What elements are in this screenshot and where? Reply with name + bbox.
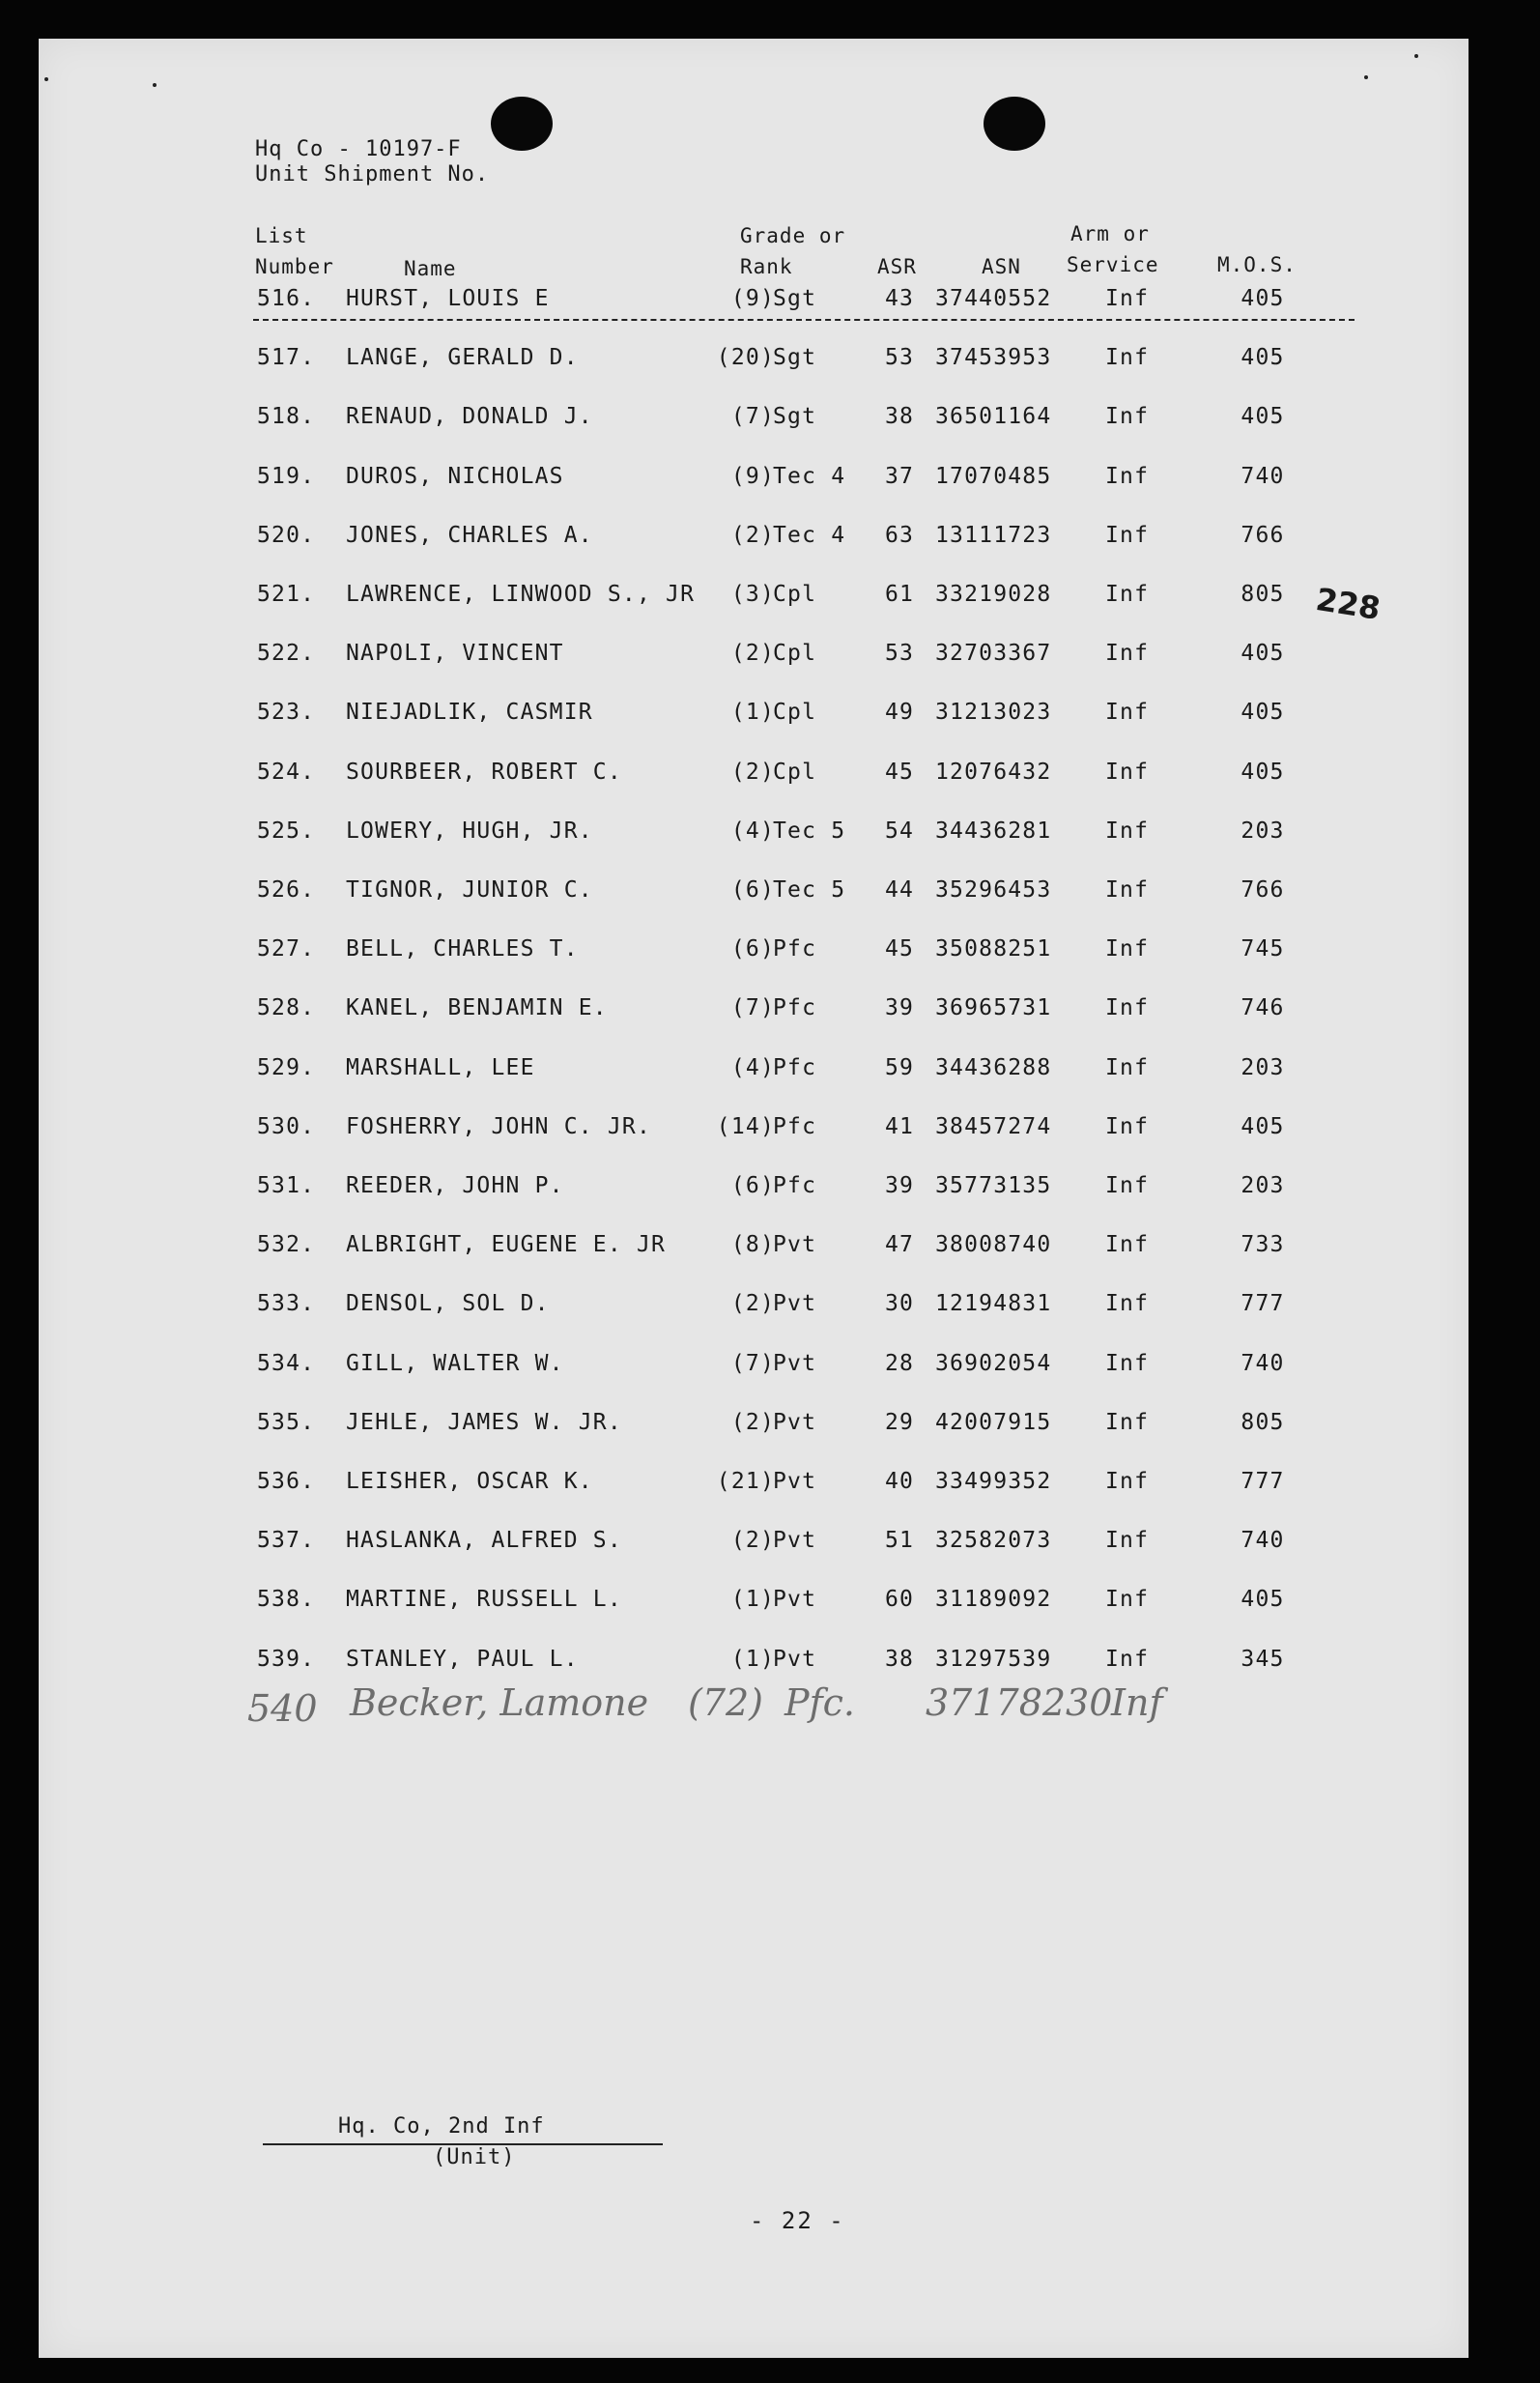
col-mos: M.O.S. xyxy=(1217,253,1297,276)
row-code: (2) xyxy=(730,641,775,667)
row-arm: Inf xyxy=(1105,1350,1150,1376)
table-row xyxy=(39,1647,1469,1685)
row-asr: 29 xyxy=(884,1409,915,1435)
row-code: (6) xyxy=(730,936,775,962)
col-grade-line2: Rank xyxy=(740,255,793,278)
row-grade: Pfc xyxy=(773,1113,817,1139)
row-grade: Tec 5 xyxy=(773,877,846,903)
row-grade: Pvt xyxy=(773,1291,817,1317)
row-code: (6) xyxy=(730,1173,775,1198)
col-arm-line2: Service xyxy=(1067,253,1159,276)
row-num: 537. xyxy=(257,1528,316,1554)
row-grade: Pvt xyxy=(773,1409,817,1435)
row-name: LAWRENCE, LINWOOD S., JR xyxy=(346,582,696,607)
row-asr: 37 xyxy=(884,463,915,489)
row-grade: Pvt xyxy=(773,1646,817,1672)
row-num: 517. xyxy=(257,345,316,371)
row-name: RENAUD, DONALD J. xyxy=(346,404,593,430)
table-row xyxy=(39,345,1469,384)
row-asn: 37453953 xyxy=(935,345,1052,371)
row-num: 519. xyxy=(257,463,316,489)
row-name: SOURBEER, ROBERT C. xyxy=(346,759,622,785)
row-arm: Inf xyxy=(1105,1469,1150,1494)
punch-hole-right xyxy=(984,97,1045,151)
row-asn: 33499352 xyxy=(935,1469,1052,1494)
row-grade: Pfc xyxy=(773,936,817,962)
row-code: (4) xyxy=(730,818,775,844)
table-row xyxy=(39,1469,1469,1507)
row-asr: 61 xyxy=(884,582,915,607)
row-asr: 63 xyxy=(884,522,915,548)
row-name: TIGNOR, JUNIOR C. xyxy=(346,877,593,903)
row-asn: 33219028 xyxy=(935,582,1052,607)
dust-speck xyxy=(1364,75,1368,79)
row-num: 521. xyxy=(257,582,316,607)
row-code: (9) xyxy=(730,463,775,489)
handwritten-arm: Inf xyxy=(1111,1681,1163,1724)
row-arm: Inf xyxy=(1105,1409,1150,1435)
row-name: MARSHALL, LEE xyxy=(346,1054,535,1080)
row-name: NIEJADLIK, CASMIR xyxy=(346,700,593,726)
table-row xyxy=(39,404,1469,443)
row-asn: 38008740 xyxy=(935,1232,1052,1258)
row-mos: 766 xyxy=(1241,877,1285,903)
row-name: FOSHERRY, JOHN C. JR. xyxy=(346,1113,651,1139)
handwritten-num: 540 xyxy=(247,1687,318,1730)
table-row xyxy=(39,1232,1469,1271)
row-name: BELL, CHARLES T. xyxy=(346,936,579,962)
row-num: 530. xyxy=(257,1113,316,1139)
row-arm: Inf xyxy=(1105,1528,1150,1554)
row-asn: 34436288 xyxy=(935,1054,1052,1080)
row-arm: Inf xyxy=(1105,818,1150,844)
table-row xyxy=(39,641,1469,679)
row-arm: Inf xyxy=(1105,286,1150,311)
col-asn: ASN xyxy=(982,255,1021,278)
row-mos: 733 xyxy=(1241,1232,1285,1258)
row-mos: 405 xyxy=(1241,286,1285,311)
handwritten-code: (72) xyxy=(688,1681,764,1724)
row-arm: Inf xyxy=(1105,1054,1150,1080)
page-number: - 22 - xyxy=(750,2207,845,2234)
row-num: 534. xyxy=(257,1350,316,1376)
row-asn: 17070485 xyxy=(935,463,1052,489)
roster-page xyxy=(39,39,1469,2358)
row-code: (2) xyxy=(730,759,775,785)
row-grade: Cpl xyxy=(773,759,817,785)
table-row xyxy=(39,818,1469,857)
row-grade: Pvt xyxy=(773,1587,817,1613)
row-grade: Pfc xyxy=(773,1054,817,1080)
row-arm: Inf xyxy=(1105,1113,1150,1139)
row-mos: 405 xyxy=(1241,641,1285,667)
row-name: JONES, CHARLES A. xyxy=(346,522,593,548)
row-name: STANLEY, PAUL L. xyxy=(346,1646,579,1672)
handwritten-grade: Pfc. xyxy=(784,1681,855,1724)
row-code: (7) xyxy=(730,995,775,1021)
row-num: 526. xyxy=(257,877,316,903)
table-row xyxy=(39,700,1469,738)
row-grade: Pfc xyxy=(773,1173,817,1198)
row-grade: Tec 4 xyxy=(773,463,846,489)
row-asr: 47 xyxy=(884,1232,915,1258)
row-asr: 38 xyxy=(884,1646,915,1672)
row-grade: Cpl xyxy=(773,582,817,607)
row-arm: Inf xyxy=(1105,1173,1150,1198)
row-name: LEISHER, OSCAR K. xyxy=(346,1469,593,1494)
row-code: (3) xyxy=(730,582,775,607)
row-num: 536. xyxy=(257,1469,316,1494)
dust-speck xyxy=(153,83,157,87)
row-name: ALBRIGHT, EUGENE E. JR xyxy=(346,1232,667,1258)
table-row xyxy=(39,1528,1469,1566)
row-grade: Cpl xyxy=(773,700,817,726)
table-row xyxy=(39,464,1469,502)
row-arm: Inf xyxy=(1105,936,1150,962)
row-code: (7) xyxy=(730,1350,775,1376)
row-asn: 36902054 xyxy=(935,1350,1052,1376)
row-mos: 405 xyxy=(1241,759,1285,785)
row-code: (1) xyxy=(730,1587,775,1613)
row-name: MARTINE, RUSSELL L. xyxy=(346,1587,622,1613)
row-mos: 203 xyxy=(1241,818,1285,844)
row-code: (9) xyxy=(730,286,775,311)
row-asn: 36501164 xyxy=(935,404,1052,430)
row-num: 539. xyxy=(257,1646,316,1672)
row-arm: Inf xyxy=(1105,404,1150,430)
col-name: Name xyxy=(404,257,457,280)
row-arm: Inf xyxy=(1105,582,1150,607)
row-asn: 32703367 xyxy=(935,641,1052,667)
row-mos: 405 xyxy=(1241,345,1285,371)
row-mos: 345 xyxy=(1241,1646,1285,1672)
row-mos: 805 xyxy=(1241,582,1285,607)
row-num: 528. xyxy=(257,995,316,1021)
table-row xyxy=(39,936,1469,975)
row-num: 523. xyxy=(257,700,316,726)
row-mos: 740 xyxy=(1241,1350,1285,1376)
row-asr: 45 xyxy=(884,936,915,962)
table-row xyxy=(39,1173,1469,1212)
row-arm: Inf xyxy=(1105,759,1150,785)
row-mos: 740 xyxy=(1241,463,1285,489)
unit-code: Hq Co - 10197-F xyxy=(255,137,462,161)
table-row xyxy=(39,995,1469,1034)
row-asr: 49 xyxy=(884,700,915,726)
row-asn: 31213023 xyxy=(935,700,1052,726)
row-asn: 35088251 xyxy=(935,936,1052,962)
row-arm: Inf xyxy=(1105,345,1150,371)
row-num: 524. xyxy=(257,759,316,785)
dust-speck xyxy=(44,77,48,81)
row-num: 520. xyxy=(257,522,316,548)
row-arm: Inf xyxy=(1105,1232,1150,1258)
row-name: HASLANKA, ALFRED S. xyxy=(346,1528,622,1554)
row-code: (2) xyxy=(730,1528,775,1554)
row-mos: 203 xyxy=(1241,1054,1285,1080)
row-asn: 35296453 xyxy=(935,877,1052,903)
row-arm: Inf xyxy=(1105,1291,1150,1317)
row-arm: Inf xyxy=(1105,700,1150,726)
row-asn: 12076432 xyxy=(935,759,1052,785)
row-num: 538. xyxy=(257,1587,316,1613)
row-asn: 36965731 xyxy=(935,995,1052,1021)
row-arm: Inf xyxy=(1105,877,1150,903)
row-code: (2) xyxy=(730,1291,775,1317)
row-asn: 34436281 xyxy=(935,818,1052,844)
row-asr: 44 xyxy=(884,877,915,903)
row-mos: 203 xyxy=(1241,1173,1285,1198)
row-grade: Sgt xyxy=(773,286,817,311)
row-name: REEDER, JOHN P. xyxy=(346,1173,564,1198)
row-asr: 39 xyxy=(884,995,915,1021)
row-name: NAPOLI, VINCENT xyxy=(346,641,564,667)
table-row xyxy=(39,523,1469,561)
unit-name: Hq. Co, 2nd Inf xyxy=(338,2114,545,2139)
dust-speck xyxy=(1414,54,1418,58)
row-mos: 805 xyxy=(1241,1409,1285,1435)
col-asr: ASR xyxy=(877,255,917,278)
row-code: (7) xyxy=(730,404,775,430)
row-asn: 38457274 xyxy=(935,1113,1052,1139)
row-asr: 30 xyxy=(884,1291,915,1317)
row-grade: Tec 4 xyxy=(773,522,846,548)
row-grade: Pvt xyxy=(773,1469,817,1494)
row-asn: 31297539 xyxy=(935,1646,1052,1672)
row-asr: 45 xyxy=(884,759,915,785)
row-name: DENSOL, SOL D. xyxy=(346,1291,550,1317)
row-mos: 405 xyxy=(1241,1113,1285,1139)
col-arm-line1: Arm or xyxy=(1070,222,1150,245)
col-list-line2: Number xyxy=(255,255,334,278)
row-num: 535. xyxy=(257,1409,316,1435)
row-code: (2) xyxy=(730,522,775,548)
table-row xyxy=(39,1351,1469,1390)
row-arm: Inf xyxy=(1105,641,1150,667)
row-asr: 39 xyxy=(884,1173,915,1198)
row-asr: 53 xyxy=(884,641,915,667)
row-name: LANGE, GERALD D. xyxy=(346,345,579,371)
row-mos: 745 xyxy=(1241,936,1285,962)
row-code: (21) xyxy=(716,1469,775,1494)
row-mos: 766 xyxy=(1241,522,1285,548)
row-name: KANEL, BENJAMIN E. xyxy=(346,995,608,1021)
row-code: (1) xyxy=(730,1646,775,1672)
row-code: (1) xyxy=(730,700,775,726)
row-grade: Pvt xyxy=(773,1350,817,1376)
row-asn: 35773135 xyxy=(935,1173,1052,1198)
row-num: 522. xyxy=(257,641,316,667)
row-num: 532. xyxy=(257,1232,316,1258)
row-asr: 54 xyxy=(884,818,915,844)
row-asr: 51 xyxy=(884,1528,915,1554)
shipment-label: Unit Shipment No. xyxy=(255,162,490,187)
row-asn: 12194831 xyxy=(935,1291,1052,1317)
row-asn: 32582073 xyxy=(935,1528,1052,1554)
row-code: (2) xyxy=(730,1409,775,1435)
row-asn: 37440552 xyxy=(935,286,1052,311)
row-code: (14) xyxy=(716,1113,775,1139)
row-grade: Pvt xyxy=(773,1232,817,1258)
row-asr: 38 xyxy=(884,404,915,430)
row-grade: Pfc xyxy=(773,995,817,1021)
row-code: (8) xyxy=(730,1232,775,1258)
row-code: (6) xyxy=(730,877,775,903)
row-mos: 405 xyxy=(1241,404,1285,430)
row-grade: Sgt xyxy=(773,345,817,371)
row-asr: 40 xyxy=(884,1469,915,1494)
row-asr: 28 xyxy=(884,1350,915,1376)
row-code: (4) xyxy=(730,1054,775,1080)
row-name: GILL, WALTER W. xyxy=(346,1350,564,1376)
table-row xyxy=(39,1410,1469,1449)
row-mos: 405 xyxy=(1241,1587,1285,1613)
row-name: LOWERY, HUGH, JR. xyxy=(346,818,593,844)
row-num: 529. xyxy=(257,1054,316,1080)
row-arm: Inf xyxy=(1105,522,1150,548)
punch-hole-left xyxy=(491,97,553,151)
row-asn: 13111723 xyxy=(935,522,1052,548)
table-row xyxy=(39,1587,1469,1625)
unit-caption: (Unit) xyxy=(433,2145,516,2169)
table-row xyxy=(39,760,1469,798)
row-mos: 746 xyxy=(1241,995,1285,1021)
row-num: 527. xyxy=(257,936,316,962)
col-list-line1: List xyxy=(255,224,308,247)
table-row xyxy=(39,286,1469,325)
row-asr: 60 xyxy=(884,1587,915,1613)
row-arm: Inf xyxy=(1105,1646,1150,1672)
row-grade: Tec 5 xyxy=(773,818,846,844)
row-arm: Inf xyxy=(1105,995,1150,1021)
row-name: JEHLE, JAMES W. JR. xyxy=(346,1409,622,1435)
row-arm: Inf xyxy=(1105,463,1150,489)
row-mos: 405 xyxy=(1241,700,1285,726)
row-num: 516. xyxy=(257,286,316,311)
row-mos: 777 xyxy=(1241,1469,1285,1494)
row-asr: 43 xyxy=(884,286,915,311)
row-num: 525. xyxy=(257,818,316,844)
row-grade: Sgt xyxy=(773,404,817,430)
row-asr: 53 xyxy=(884,345,915,371)
handwritten-name: Becker, Lamone xyxy=(350,1681,649,1724)
row-mos: 777 xyxy=(1241,1291,1285,1317)
row-num: 518. xyxy=(257,404,316,430)
row-asn: 31189092 xyxy=(935,1587,1052,1613)
handwritten-asn: 37178230 xyxy=(926,1681,1113,1724)
row-grade: Pvt xyxy=(773,1528,817,1554)
row-num: 531. xyxy=(257,1173,316,1198)
table-row xyxy=(39,1114,1469,1153)
row-asr: 41 xyxy=(884,1113,915,1139)
stamp-number: 228 xyxy=(1313,581,1383,627)
row-name: DUROS, NICHOLAS xyxy=(346,463,564,489)
row-mos: 740 xyxy=(1241,1528,1285,1554)
row-arm: Inf xyxy=(1105,1587,1150,1613)
row-asr: 59 xyxy=(884,1054,915,1080)
row-code: (20) xyxy=(716,345,775,371)
row-asn: 42007915 xyxy=(935,1409,1052,1435)
row-name: HURST, LOUIS E xyxy=(346,286,550,311)
col-grade-line1: Grade or xyxy=(740,224,846,247)
table-row xyxy=(39,1055,1469,1094)
table-row xyxy=(39,1291,1469,1330)
table-row xyxy=(39,582,1469,620)
table-row xyxy=(39,877,1469,916)
row-num: 533. xyxy=(257,1291,316,1317)
row-grade: Cpl xyxy=(773,641,817,667)
